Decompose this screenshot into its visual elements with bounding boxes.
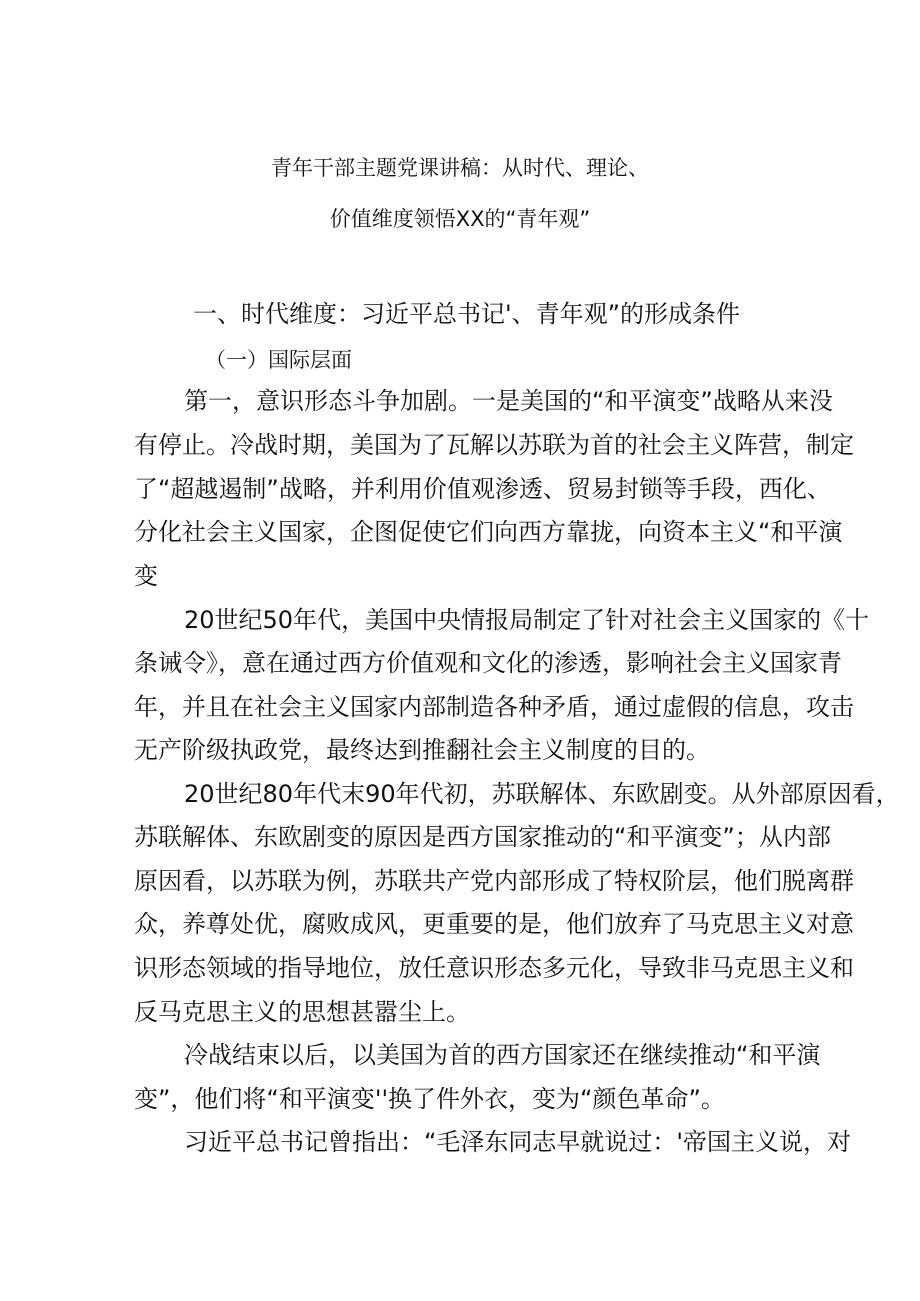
subsection-heading: （一）国际层面 — [205, 348, 352, 372]
paragraph-3-line-3: 原因看，以苏联为例，苏联共产党内部形成了特权阶层，他们脱离群 — [134, 867, 854, 895]
paragraph-1-line-5: 变 — [134, 562, 158, 590]
document-title-line-2: 价值维度领悟XX的“青年观” — [329, 207, 591, 231]
paragraph-3-line-4: 众，养尊处优，腐败成风，更重要的是，他们放弃了马克思主义对意 — [134, 910, 854, 938]
paragraph-2-line-4: 无产阶级执政党，最终达到推翻社会主义制度的目的。 — [134, 736, 710, 764]
paragraph-3-line-5: 识形态领域的指导地位，放任意识形态多元化，导致非马克思主义和 — [134, 954, 854, 982]
document-title-line-1: 青年干部主题党课讲稿：从时代、理论、 — [271, 156, 649, 180]
paragraph-3-line-6: 反马克思主义的思想甚嚣尘上。 — [134, 998, 470, 1026]
paragraph-1-line-3: 了“超越遏制”战略，并利用价值观渗透、贸易封锁等手段，西化、 — [134, 475, 831, 503]
paragraph-2-line-1: 20世纪50年代，美国中央情报局制定了针对社会主义国家的《十 — [184, 606, 870, 634]
paragraph-1-line-2: 有停止。冷战时期，美国为了瓦解以苏联为首的社会主义阵营，制定 — [134, 431, 854, 459]
paragraph-4-line-2: 变”，他们将“和平演变''换了件外衣，变为“颜色革命”。 — [134, 1085, 725, 1113]
paragraph-3-line-2: 苏联解体、东欧剧变的原因是西方国家推动的“和平演变”；从内部 — [134, 823, 831, 851]
paragraph-1-line-4: 分化社会主义国家，企图促使它们向西方靠拢，向资本主义“和平演 — [134, 518, 843, 546]
paragraph-1-line-1: 第一，意识形态斗争加剧。一是美国的“和平演变”战略从来没 — [184, 387, 833, 415]
paragraph-4-line-1: 冷战结束以后，以美国为首的西方国家还在继续推动“和平演 — [184, 1041, 821, 1069]
paragraph-2-line-3: 年，并且在社会主义国家内部制造各种矛盾，通过虚假的信息，攻击 — [134, 693, 854, 721]
paragraph-2-line-2: 条诫令》，意在通过西方价值观和文化的渗透，影响社会主义国家青 — [134, 649, 842, 677]
paragraph-3-line-1: 20世纪80年代末90年代初，苏联解体、东欧剧变。从外部原因看， — [184, 780, 900, 808]
section-heading: 一、时代维度：习近平总书记'、青年观”的形成条件 — [193, 300, 741, 328]
paragraph-5-line-1: 习近平总书记曾指出：“毛泽东同志早就说过：'帝国主义说，对 — [184, 1128, 852, 1156]
